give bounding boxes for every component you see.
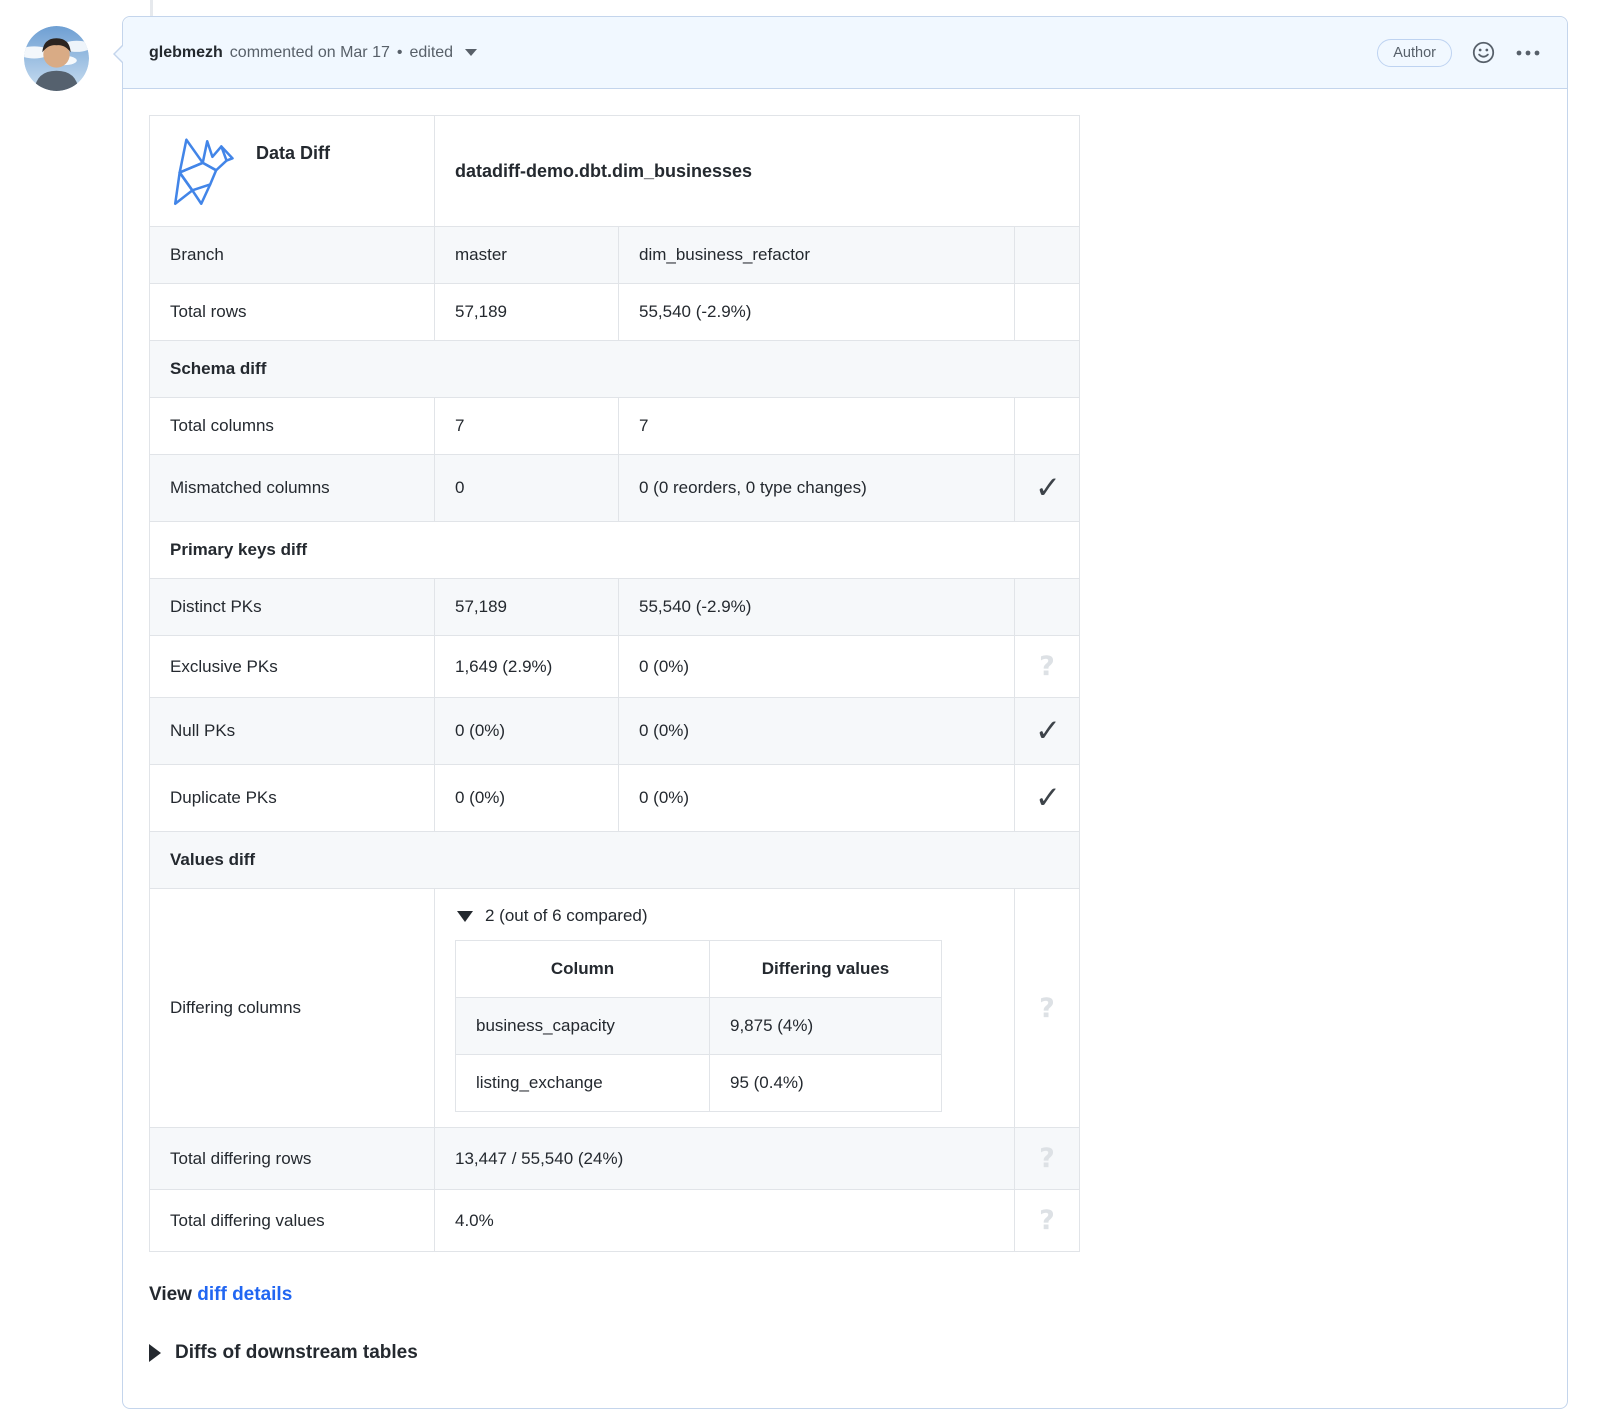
compare-value: 0 (0%) <box>619 765 1015 832</box>
expander-summary: 2 (out of 6 compared) <box>485 906 648 925</box>
view-label: View <box>149 1284 192 1305</box>
data-diff-table <box>149 115 1080 1252</box>
compare-value: 0 (0 reorders, 0 type changes) <box>619 455 1015 522</box>
avatar-photo <box>24 26 89 91</box>
check-icon: ✓ <box>1035 470 1061 506</box>
status-cell <box>1015 889 1080 1128</box>
table-row-total-differing-values <box>150 1190 1080 1252</box>
downstream-tables-toggle[interactable] <box>149 1342 1541 1364</box>
kebab-icon <box>1515 49 1541 57</box>
row-label: Duplicate PKs <box>150 765 435 832</box>
table-row-mismatched-columns <box>150 455 1080 522</box>
table-row-total-differing-rows <box>150 1128 1080 1190</box>
row-label: Distinct PKs <box>150 579 435 636</box>
status-cell <box>1015 284 1080 341</box>
question-icon: ? <box>1039 992 1055 1024</box>
compare-value: 55,540 (-2.9%) <box>619 579 1015 636</box>
row-label: Total columns <box>150 398 435 455</box>
triangle-down-icon <box>457 911 473 922</box>
section-row-schema-diff <box>150 341 1080 398</box>
nested-col-header: Column <box>456 941 710 998</box>
table-row-exclusive-pks <box>150 636 1080 698</box>
table-row-distinct-pks <box>150 579 1080 636</box>
add-reaction-button[interactable] <box>1472 41 1495 64</box>
base-value: 0 (0%) <box>435 765 619 832</box>
base-value: 57,189 <box>435 579 619 636</box>
nested-row-listing-exchange <box>456 1055 942 1112</box>
section-title: Schema diff <box>150 341 1080 398</box>
comment-header-actions <box>1377 39 1541 67</box>
section-title: Primary keys diff <box>150 522 1080 579</box>
status-cell <box>1015 455 1080 522</box>
comment-action-text: commented on Mar 17 <box>229 43 390 61</box>
status-cell <box>1015 398 1080 455</box>
comment-card <box>122 16 1568 1409</box>
dataset-name: datadiff-demo.dbt.dim_businesses <box>435 116 1080 227</box>
total-value: 13,447 / 55,540 (24%) <box>435 1128 1015 1190</box>
bubble-caret <box>115 45 124 63</box>
product-title: Data Diff <box>256 143 331 163</box>
section-title: Values diff <box>150 832 1080 889</box>
row-label: Branch <box>150 227 435 284</box>
compare-value: 0 (0%) <box>619 698 1015 765</box>
smiley-icon <box>1472 41 1495 64</box>
question-icon: ? <box>1039 1205 1055 1236</box>
table-row-total-rows <box>150 284 1080 341</box>
table-row-total-columns <box>150 398 1080 455</box>
avatar[interactable] <box>24 26 89 91</box>
nested-col-header: Differing values <box>710 941 942 998</box>
check-icon: ✓ <box>1035 780 1061 816</box>
row-label: Total differing rows <box>150 1128 435 1190</box>
compare-value: 7 <box>619 398 1015 455</box>
column-name: business_capacity <box>456 998 710 1055</box>
check-icon: ✓ <box>1035 713 1061 749</box>
row-label: Total differing values <box>150 1190 435 1252</box>
view-diff-line <box>149 1284 1541 1306</box>
row-label: Exclusive PKs <box>150 636 435 698</box>
base-value: 0 (0%) <box>435 698 619 765</box>
differing-columns-table <box>455 940 942 1112</box>
row-label: Differing columns <box>150 889 435 1128</box>
compare-value: dim_business_refactor <box>619 227 1015 284</box>
column-name: listing_exchange <box>456 1055 710 1112</box>
status-cell <box>1015 1190 1080 1252</box>
comment-meta <box>149 44 477 62</box>
compare-value: 0 (0%) <box>619 636 1015 698</box>
diff-details-link[interactable]: diff details <box>197 1284 293 1305</box>
base-value: 0 <box>435 455 619 522</box>
differing-columns-expander[interactable] <box>457 906 994 926</box>
timeline-thread-line <box>150 0 153 16</box>
row-label: Null PKs <box>150 698 435 765</box>
row-label: Total rows <box>150 284 435 341</box>
nested-row-business-capacity <box>456 998 942 1055</box>
triangle-right-icon <box>149 1344 161 1362</box>
status-cell <box>1015 1128 1080 1190</box>
downstream-label: Diffs of downstream tables <box>175 1342 418 1363</box>
total-value: 4.0% <box>435 1190 1015 1252</box>
differing-count: 9,875 (4%) <box>710 998 942 1055</box>
table-row-branch <box>150 227 1080 284</box>
table-row <box>150 116 1080 227</box>
edited-dropdown[interactable] <box>409 44 477 62</box>
nested-header-row <box>456 941 942 998</box>
section-row-primary-keys-diff <box>150 522 1080 579</box>
dot-separator: • <box>396 43 403 61</box>
datafold-origami-bird-logo <box>170 131 234 211</box>
comment-header <box>123 17 1567 89</box>
status-cell <box>1015 765 1080 832</box>
base-value: 1,649 (2.9%) <box>435 636 619 698</box>
kebab-menu-button[interactable] <box>1515 49 1541 57</box>
base-value: 7 <box>435 398 619 455</box>
status-cell <box>1015 579 1080 636</box>
section-row-values-diff <box>150 832 1080 889</box>
author-badge: Author <box>1377 39 1452 67</box>
status-cell <box>1015 227 1080 284</box>
question-icon: ? <box>1039 1143 1055 1174</box>
author-link[interactable]: glebmezh <box>149 43 223 61</box>
base-value: master <box>435 227 619 284</box>
row-label: Mismatched columns <box>150 455 435 522</box>
table-row-null-pks <box>150 698 1080 765</box>
comment-body <box>123 89 1567 1408</box>
table-row-duplicate-pks <box>150 765 1080 832</box>
status-cell <box>1015 636 1080 698</box>
compare-value: 55,540 (-2.9%) <box>619 284 1015 341</box>
status-cell <box>1015 698 1080 765</box>
base-value: 57,189 <box>435 284 619 341</box>
chevron-down-icon <box>465 49 477 56</box>
table-row-differing-columns <box>150 889 1080 1128</box>
question-icon: ? <box>1039 651 1055 682</box>
differing-count: 95 (0.4%) <box>710 1055 942 1112</box>
edited-label: edited <box>409 43 454 61</box>
